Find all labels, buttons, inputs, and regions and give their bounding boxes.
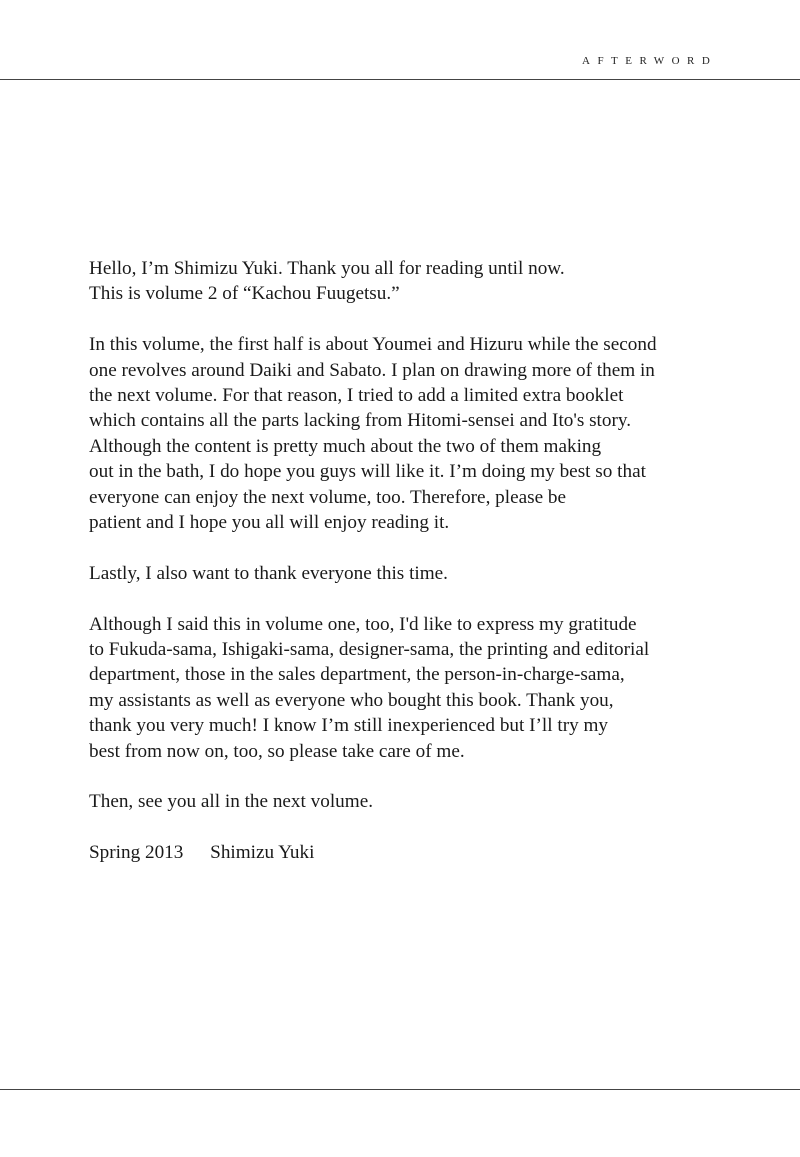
text-line: patient and I hope you all will enjoy reading it.	[89, 512, 450, 534]
signature	[89, 840, 729, 865]
signature-date: Spring 2013	[89, 842, 184, 864]
text-line: the next volume. For that reason, I tried to add a limited extra booklet	[89, 385, 624, 407]
text-line: thank you very much! I know I’m still inexperienced but I’ll try my	[89, 715, 608, 737]
text-line: In this volume, the first half is about Youmei and Hizuru while the second	[89, 334, 657, 356]
text-line: Lastly, I also want to thank everyone this time.	[89, 562, 448, 584]
text-line: best from now on, too, so please take care of me.	[89, 740, 465, 762]
paragraph-volume-content	[89, 332, 729, 535]
afterword-body	[89, 256, 729, 891]
text-line: out in the bath, I do hope you guys will like it. I’m doing my best so that	[89, 461, 646, 483]
text-line: to Fukuda-sama, Ishigaki-sama, designer-sama, the printing and editorial	[89, 639, 650, 661]
text-line: my assistants as well as everyone who bought this book. Thank you,	[89, 689, 614, 711]
text-line: Although I said this in volume one, too, I'd like to express my gratitude	[89, 613, 637, 635]
text-line: Hello, I’m Shimizu Yuki. Thank you all for reading until now.	[89, 258, 565, 279]
text-line: Then, see you all in the next volume.	[89, 791, 374, 813]
top-rule	[0, 79, 800, 80]
header-title: AFTERWORD	[582, 55, 718, 67]
text-line: which contains all the parts lacking from Hitomi-sensei and Ito's story.	[89, 410, 632, 432]
paragraph-closing	[89, 789, 729, 814]
paragraph-greeting	[89, 256, 729, 307]
text-line: This is volume 2 of “Kachou Fuugetsu.”	[89, 283, 400, 305]
bottom-rule	[0, 1089, 800, 1090]
paragraph-gratitude	[89, 612, 729, 764]
text-line: one revolves around Daiki and Sabato. I plan on drawing more of them in	[89, 359, 655, 381]
text-line: department, those in the sales department, the person-in-charge-sama,	[89, 664, 625, 686]
text-line: everyone can enjoy the next volume, too. Therefore, please be	[89, 486, 567, 508]
paragraph-thanks-intro	[89, 561, 729, 586]
signature-author: Shimizu Yuki	[210, 842, 315, 864]
text-line: Although the content is pretty much about the two of them making	[89, 435, 602, 457]
